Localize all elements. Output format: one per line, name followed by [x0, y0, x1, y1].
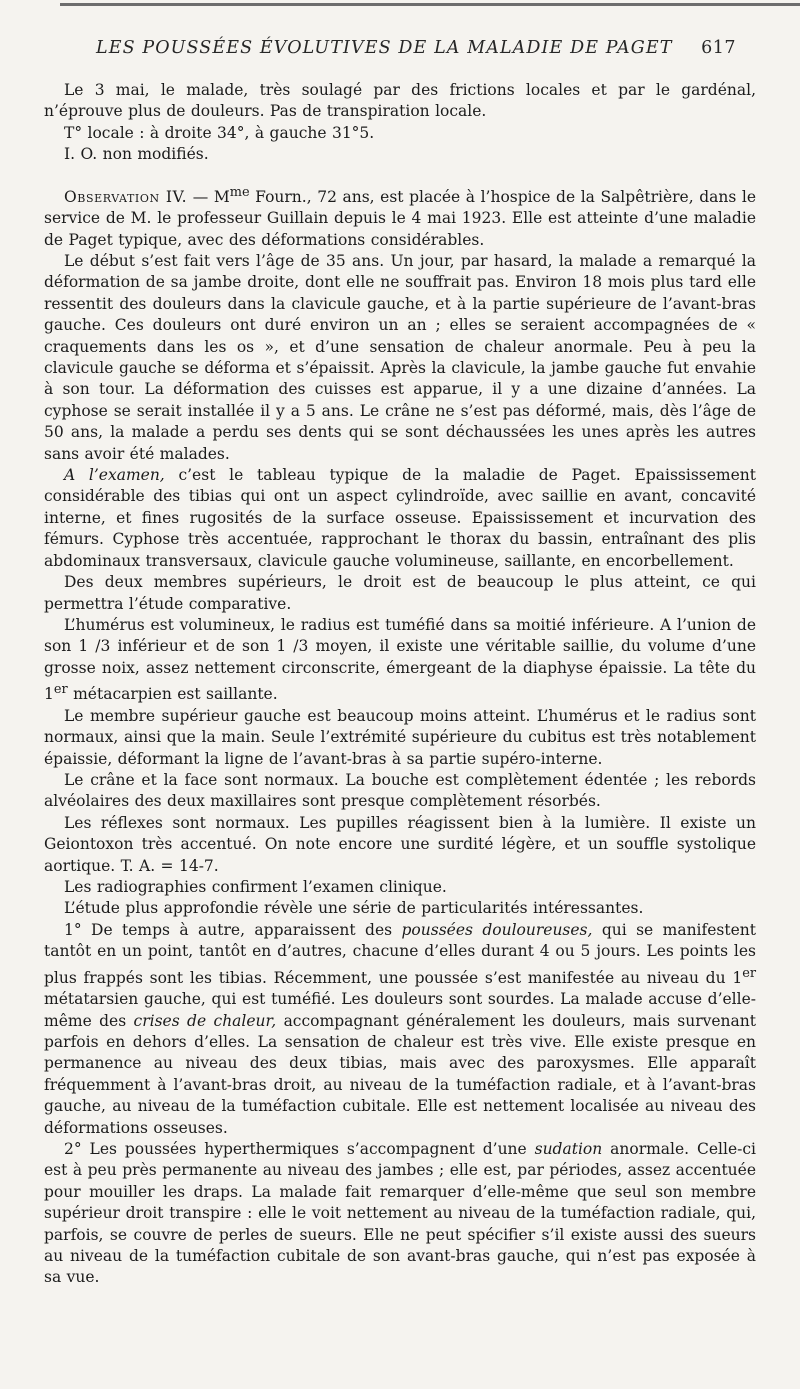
paragraph-text: qui se manifestent tantôt en un point, tantôt en d’autres, chacune d’elles durant 4 ou 5 jours. Les points les plus frappés sont les tibias. Récemment, une poussée s’est manifestée au niveau du 1	[44, 920, 756, 987]
paragraph-text: c’est le tableau typique de la maladie de Paget. Epaississement considérable des tibias qui ont un aspect cylindroïde, avec saillie en avant, concavité interne, et fines rugosités de la surface osseuse. Epaississement et incurvation des fémurs. Cyphose très accentuée, rapprochant le thorax du bassin, entraînant des plis abdominaux transversaux, clavicule gauche volumineuse, saillante, en encorbellement.	[44, 466, 756, 570]
superscript: er	[53, 682, 68, 698]
italic-phrase: sudation	[534, 1139, 603, 1158]
body-text	[44, 80, 756, 1289]
observation-text: Fourn., 72 ans, est placée à l’hospice de la Salpêtrière, dans le service de M. le professeur Guillain depuis le 4 mai 1923. Elle est atteinte d’une maladie de Paget typique, avec des déformations considérables.	[44, 187, 756, 249]
running-title: LES POUSSÉES ÉVOLUTIVES DE LA MALADIE DE PAGET	[96, 38, 673, 58]
superscript: me	[229, 184, 250, 200]
observation-dash: — M	[187, 187, 230, 206]
paragraph: Le crâne et la face sont normaux. La bouche est complètement édentée ; les rebords alvéolaires des deux maxillaires sont presque complètement résorbés.	[44, 770, 756, 811]
italic-phrase: A l’examen,	[64, 466, 165, 485]
running-head	[96, 38, 736, 64]
paragraph: I. O. non modifiés.	[64, 145, 209, 164]
paragraph	[44, 465, 756, 572]
superscript: er	[742, 965, 756, 981]
paragraph-text: 2° Les poussées hyperthermiques s’accompagnent d’une	[64, 1139, 535, 1158]
paragraph: Des deux membres supérieurs, le droit est de beaucoup le plus atteint, ce qui permettra l’étude comparative.	[44, 573, 756, 613]
observation-label: Observation IV.	[64, 187, 188, 206]
paragraph-text: anormale. Celle-ci est à peu près permanente au niveau des jambes ; elle est, par périodes, assez accentuée pour mouiller les draps. La malade fait remarquer d’elle-même que seul son membre supérieur droit transpire : elle le voit nettement au niveau de la tuméfaction radiale, qui, parfois, se couvre de perles de sueurs. Elle ne peut spécifier s’il existe aussi des sueurs au niveau de la tuméfaction cubitale de son avant-bras gauche, qui n’est pas exposée à sa vue.	[44, 1139, 757, 1287]
paragraph-text: métacarpien est saillante.	[67, 685, 278, 704]
italic-phrase: crises de chaleur,	[133, 1011, 277, 1030]
page-number: 617	[701, 38, 736, 58]
paragraph-text: accompagnant généralement les douleurs, mais survenant parfois en dehors d’elles. La sensation de chaleur est très vive. Elle existe presque en permanence au niveau des deux tibias, mais avec des paroxysmes. Elle apparaît fréquemment à l’avant-bras droit, au niveau de la tuméfaction radiale, et à l’avant-bras gauche, au niveau de la tuméfaction cubitale. Elle est nettement localisée au niveau des déformations osseuses.	[44, 1011, 756, 1137]
paragraph-text: métatarsien gauche, qui est tuméfié. Les douleurs sont sourdes. La malade accuse d’elle-même des	[44, 990, 756, 1030]
paragraph	[44, 1139, 756, 1289]
paragraph-text: 1° De temps à autre, apparaissent des	[64, 920, 402, 939]
top-rule	[60, 3, 800, 6]
paragraph-text: L’humérus est volumineux, le radius est tuméfié dans sa moitié inférieure. A l’union de son 1 /3 inférieur et de son 1 /3 moyen, il existe une véritable saillie, du volume d’une grosse noix, assez nettement circonscrite, émergeant de la diaphyse épaissie. La tête du 1	[44, 615, 756, 704]
paragraph: Le 3 mai, le malade, très soulagé par des frictions locales et par le gardénal, n’éprouve plus de douleurs. Pas de transpiration locale.	[44, 81, 756, 121]
paragraph: Les radiographies confirment l’examen clinique.	[64, 877, 447, 896]
observation-heading-paragraph	[44, 182, 756, 251]
italic-phrase: poussées douloureuses,	[401, 920, 593, 939]
paragraph	[44, 615, 756, 706]
paragraph: Les réflexes sont normaux. Les pupilles réagissent bien à la lumière. Il existe un Geiontoxon très accentué. On note encore une surdité légère, et un souffle systolique aortique. T. A. = 14-7.	[44, 813, 756, 875]
paragraph: T° locale : à droite 34°, à gauche 31°5.	[64, 123, 375, 142]
paragraph: Le début s’est fait vers l’âge de 35 ans. Un jour, par hasard, la malade a remarqué la déformation de sa jambe droite, dont elle ne souffrait pas. Environ 18 mois plus tard elle ressentit des douleurs dans la clavicule gauche, et à la partie supérieure de l’avant-bras gauche. Ces douleurs ont duré environ un an ; elles se seraient accompagnées de « craquements dans les os », et d’une sensation de chaleur anormale. Peu à peu la clavicule gauche se déforma et s’épaissit. Après la clavicule, la jambe gauche fut envahie à son tour. La déformation des cuisses est apparue, il y a une dizaine d’années. La cyphose se serait installée il y a 5 ans. Le crâne ne s’est pas déformé, mais, dès l’âge de 50 ans, la malade a perdu ses dents qui se sont déchaussées les unes après les autres sans avoir été malades.	[44, 252, 756, 463]
paragraph	[44, 920, 756, 1139]
paragraph: Le membre supérieur gauche est beaucoup moins atteint. L’humérus et le radius sont normaux, ainsi que la main. Seule l’extrémité supérieure du cubitus est très notablement épaissie, déformant la ligne de l’avant-bras à sa partie supéro-interne.	[44, 706, 756, 768]
paragraph: L’étude plus approfondie révèle une série de particularités intéressantes.	[64, 899, 644, 918]
